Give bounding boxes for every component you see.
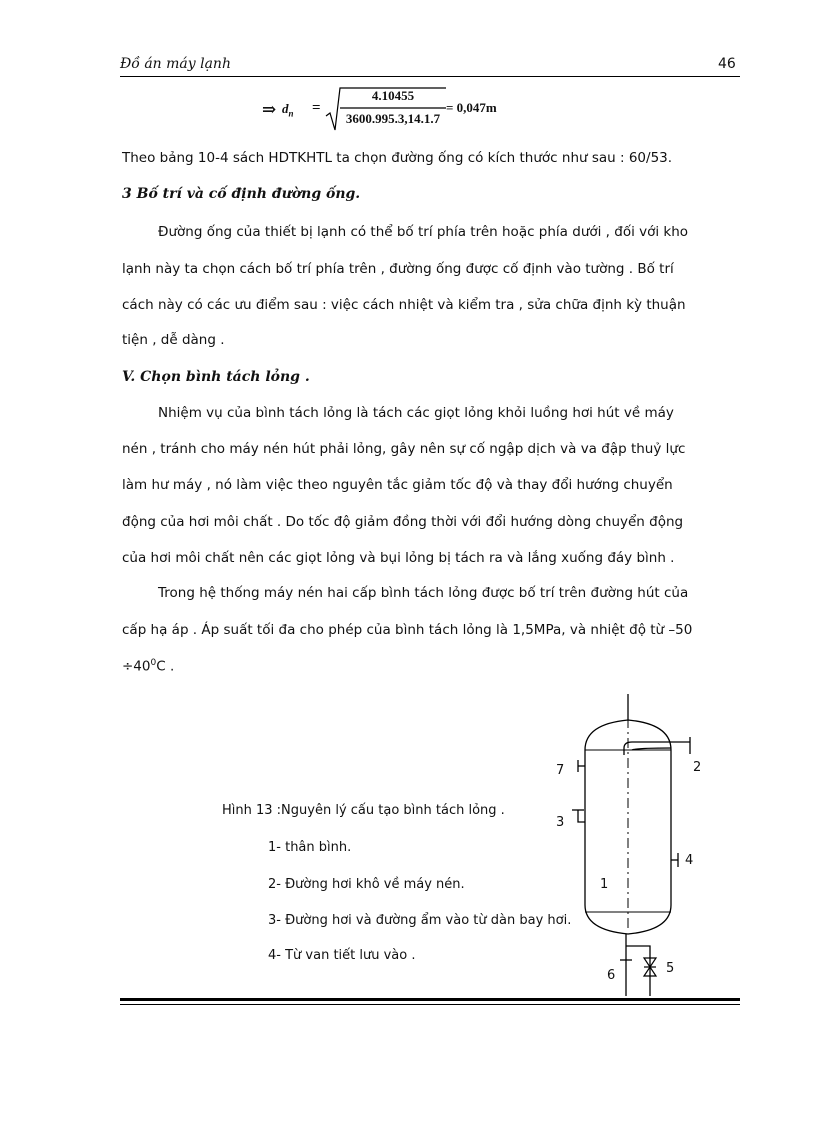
- paragraph-line: làm hư máy , nó làm việc theo nguyên tắc giảm tốc độ và thay đổi hướng chuyển: [122, 477, 673, 493]
- formula-numerator: 4.10455: [371, 88, 415, 103]
- valve-line-5: [626, 946, 650, 996]
- paragraph-line: tiện , dễ dàng .: [122, 332, 225, 348]
- section-heading-pipe-layout: 3 Bố trí và cố định đường ống.: [122, 186, 361, 202]
- section-heading-separator: V. Chọn bình tách lỏng .: [122, 369, 310, 385]
- header-rule: [120, 76, 740, 77]
- paragraph-line: Đường ống của thiết bị lạnh có thể bố trí phía trên hoặc phía dưới , đối với kho: [158, 224, 689, 240]
- page-number: 46: [718, 56, 736, 72]
- running-header-title: Đồ án máy lạnh: [120, 56, 231, 72]
- formula-equals: =: [312, 100, 321, 116]
- liquid-separator-diagram: [540, 690, 720, 1000]
- diagram-label: 3: [556, 815, 565, 830]
- diameter-formula: [262, 86, 522, 132]
- paragraph-line: cấp hạ áp . Áp suất tối đa cho phép của bình tách lỏng là 1,5MPa, và nhiệt độ từ –50: [122, 622, 693, 638]
- paragraph-line: $\div 40^0C$ .: [122, 658, 175, 675]
- footer-rule-thick: [120, 998, 740, 1001]
- paragraph-line: cách này có các ưu điểm sau : việc cách nhiệt và kiểm tra , sửa chữa định kỳ thuận: [122, 297, 686, 313]
- diagram-label: 1: [600, 877, 609, 892]
- diagram-label: 4: [685, 853, 694, 868]
- formula-denominator: 3600.995.3,14.1.7: [345, 111, 441, 126]
- paragraph-line: động của hơi môi chất . Do tốc độ giảm đồng thời với đổi hướng dòng chuyển động: [122, 514, 684, 530]
- legend-item: 3- Đường hơi và đường ẩm vào từ dàn bay hơi.: [268, 913, 572, 928]
- diagram-label: 6: [607, 968, 616, 983]
- inlet-pipe-3: [578, 810, 585, 822]
- legend-item: 1- thân bình.: [268, 840, 352, 855]
- paragraph-line: Nhiệm vụ của bình tách lỏng là tách các giọt lỏng khỏi luồng hơi hút về máy: [158, 405, 674, 421]
- paragraph-line: lạnh này ta chọn cách bố trí phía trên , đường ống được cố định vào tường . Bố trí: [122, 261, 674, 277]
- formula-result: = 0,047m: [446, 100, 497, 115]
- figure-caption: Hình 13 :Nguyên lý cấu tạo bình tách lỏng .: [222, 803, 505, 818]
- diagram-label: 7: [556, 763, 565, 778]
- implies-arrow: ⇒: [262, 100, 277, 119]
- formula-lhs: $d_n$: [282, 101, 294, 119]
- paragraph-line: của hơi môi chất nên các giọt lỏng và bụi lỏng bị tách ra và lắng xuống đáy bình .: [122, 550, 675, 566]
- diagram-label: 2: [693, 760, 702, 775]
- legend-item: 2- Đường hơi khô về máy nén.: [268, 877, 465, 892]
- legend-item: 4- Từ van tiết lưu vào .: [268, 948, 416, 963]
- paragraph-line: nén , tránh cho máy nén hút phải lỏng, gây nên sự cố ngập dịch và va đập thuỷ lực: [122, 441, 686, 457]
- paragraph-pipe-size: Theo bảng 10-4 sách HDTKHTL ta chọn đường ống có kích thước như sau : 60/53.: [122, 150, 673, 166]
- diagram-label: 5: [666, 961, 675, 976]
- paragraph-line: Trong hệ thống máy nén hai cấp bình tách lỏng được bố trí trên đường hút của: [158, 585, 689, 601]
- footer-rule-thin: [120, 1004, 740, 1005]
